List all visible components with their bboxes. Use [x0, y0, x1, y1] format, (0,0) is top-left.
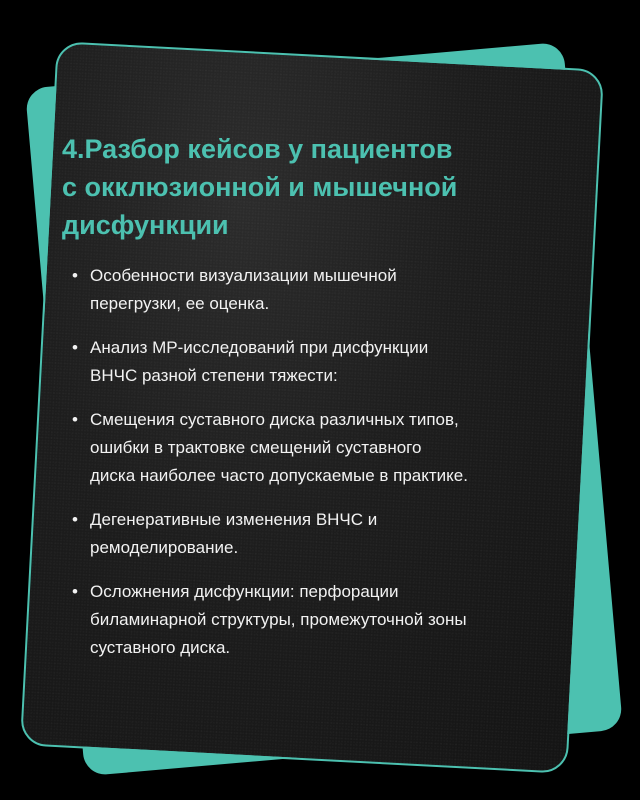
bullet-icon: •: [72, 510, 78, 529]
title-line-3: дисфункции: [62, 210, 229, 240]
card-content: [62, 130, 582, 678]
list-item-line: ВНЧС разной степени тяжести:: [90, 366, 338, 385]
list-item-line: перегрузки, ее оценка.: [90, 294, 270, 313]
card-title: [62, 130, 582, 244]
list-item-line: Дегенеративные изменения ВНЧС и: [90, 510, 378, 529]
list-item-line: Смещения суставного диска различных типов,: [90, 410, 459, 429]
bullet-icon: •: [72, 266, 78, 285]
bullet-icon: •: [72, 410, 78, 429]
topic-list: [62, 262, 582, 662]
title-line-1: 4.Разбор кейсов у пациентов: [62, 134, 453, 164]
list-item-line: ошибки в трактовке смещений суставного: [90, 438, 422, 457]
list-item-line: Особенности визуализации мышечной: [90, 266, 397, 285]
bullet-icon: •: [72, 338, 78, 357]
title-line-2: с окклюзионной и мышечной: [62, 172, 458, 202]
list-item-line: биламинарной структуры, промежуточной зоны: [90, 610, 467, 629]
list-item: [62, 262, 582, 318]
list-item-line: диска наиболее часто допускаемые в практике.: [90, 466, 468, 485]
list-item-line: Осложнения дисфункции: перфорации: [90, 582, 399, 601]
list-item: [62, 506, 582, 562]
list-item-line: суставного диска.: [90, 638, 231, 657]
bullet-icon: •: [72, 582, 78, 601]
list-item: [62, 406, 582, 490]
list-item-line: Анализ МР-исследований при дисфункции: [90, 338, 429, 357]
list-item-line: ремоделирование.: [90, 538, 239, 557]
list-item: [62, 578, 582, 662]
list-item: [62, 334, 582, 390]
